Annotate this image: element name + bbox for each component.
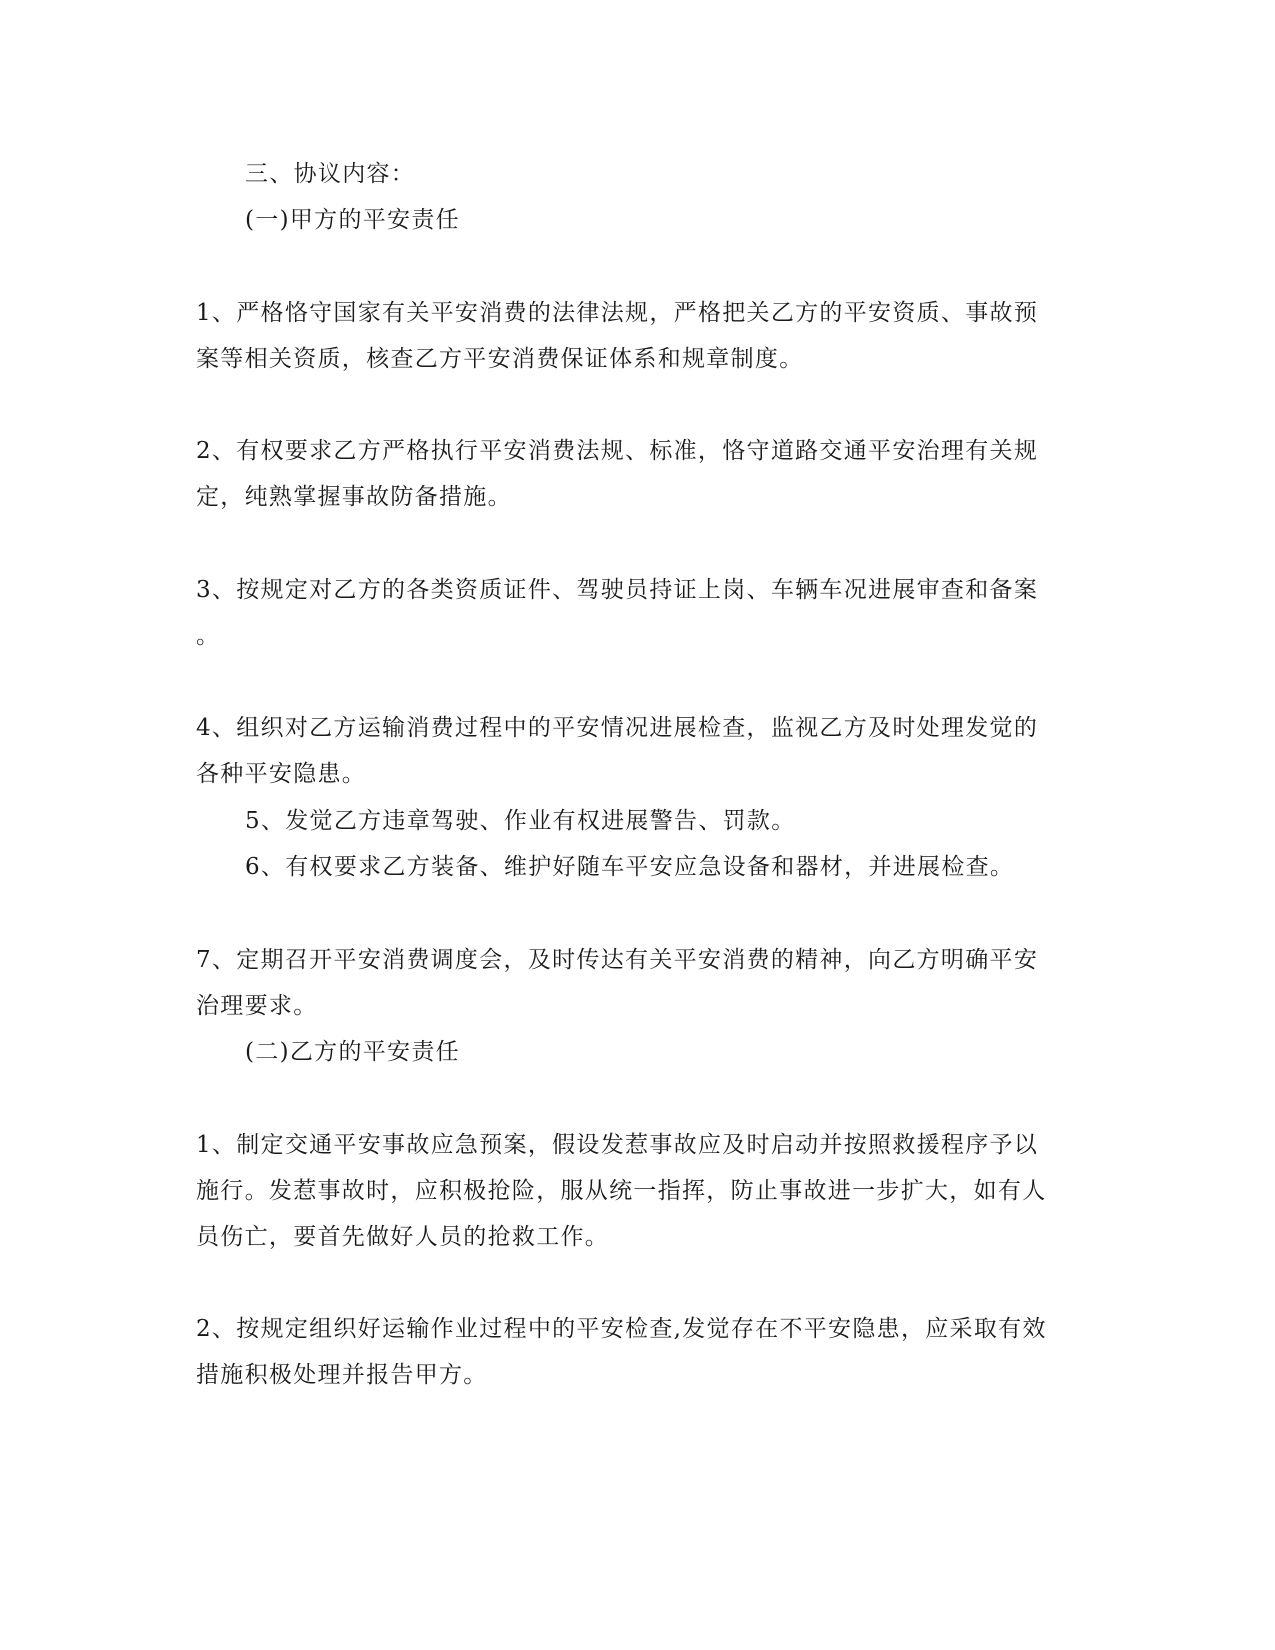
party-b-item-1-line-3: 员伤亡，要首先做好人员的抢救工作。 xyxy=(196,1224,610,1250)
party-a-item-1-line-1: 1、严格恪守国家有关平安消费的法律法规，严格把关乙方的平安资质、事故预 xyxy=(196,300,1039,326)
party-b-item-2-line-2: 措施积极处理并报告甲方。 xyxy=(196,1362,488,1388)
party-a-item-5: 5、发觉乙方违章驾驶、作业有权进展警告、罚款。 xyxy=(245,808,796,834)
party-a-item-4-line-1: 4、组织对乙方运输消费过程中的平安情况进展检查，监视乙方及时处理发觉的 xyxy=(196,715,1039,741)
party-a-item-7-line-1: 7、定期召开平安消费调度会，及时传达有关平安消费的精神，向乙方明确平安 xyxy=(196,947,1039,973)
party-b-item-2-line-1: 2、按规定组织好运输作业过程中的平安检查,发觉存在不平安隐患，应采取有效 xyxy=(196,1316,1047,1342)
party-a-item-3-line-1: 3、按规定对乙方的各类资质证件、驾驶员持证上岗、车辆车况进展审查和备案 xyxy=(196,577,1039,603)
party-a-item-7-line-2: 治理要求。 xyxy=(196,993,318,1019)
party-a-item-4-line-2: 各种平安隐患。 xyxy=(196,761,367,787)
party-a-item-2-line-2: 定，纯熟掌握事故防备措施。 xyxy=(196,484,512,510)
party-a-item-1-line-2: 案等相关资质，核查乙方平安消费保证体系和规章制度。 xyxy=(196,346,804,372)
section-heading: 三、协议内容： xyxy=(245,161,416,187)
party-b-item-1-line-1: 1、制定交通平安事故应急预案，假设发惹事故应及时启动并按照救援程序予以 xyxy=(196,1132,1039,1158)
party-b-item-1-line-2: 施行。发惹事故时，应积极抢险，服从统一指挥，防止事故进一步扩大，如有人 xyxy=(196,1178,1047,1204)
party-a-item-2-line-1: 2、有权要求乙方严格执行平安消费法规、标准，恪守道路交通平安治理有关规 xyxy=(196,438,1039,464)
party-a-heading: (一)甲方的平安责任 xyxy=(245,207,460,233)
party-a-item-6: 6、有权要求乙方装备、维护好随车平安应急设备和器材，并进展检查。 xyxy=(245,854,1015,880)
party-a-item-3-line-2: 。 xyxy=(196,623,221,649)
party-b-heading: (二)乙方的平安责任 xyxy=(245,1039,460,1065)
